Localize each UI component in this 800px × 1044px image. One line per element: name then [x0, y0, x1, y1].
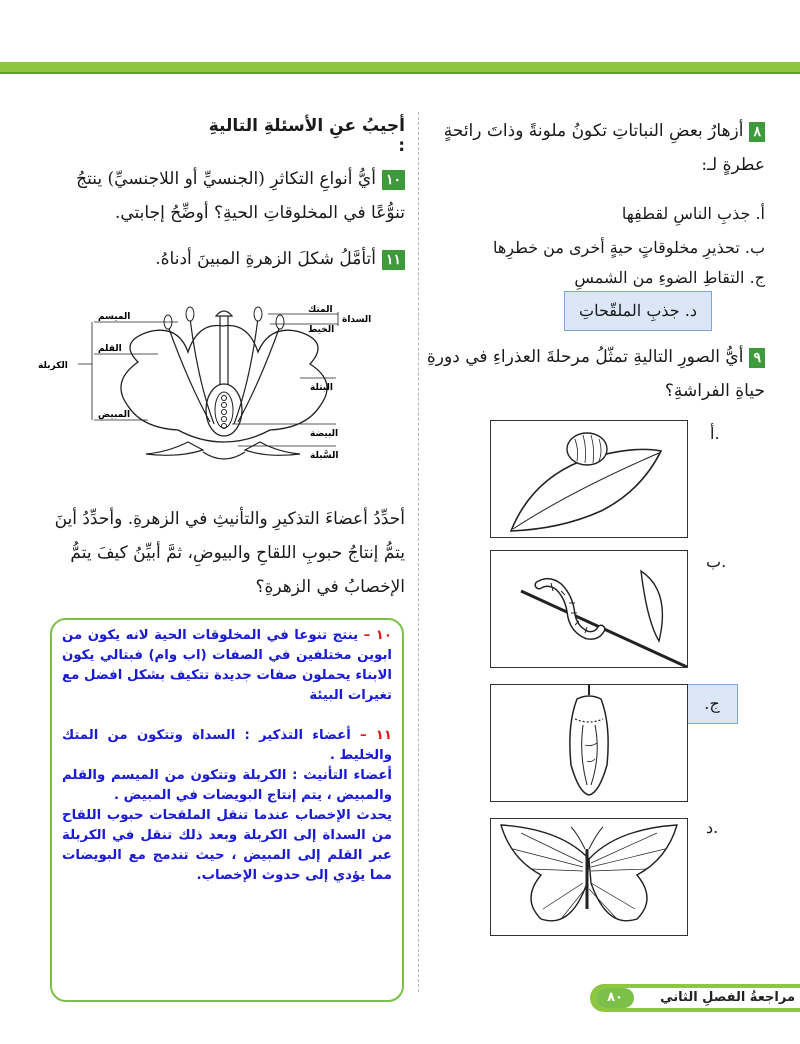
- answer-11-number: ١١ –: [359, 728, 392, 743]
- top-green-line: [0, 72, 800, 74]
- label-stamen: السداة: [342, 315, 372, 325]
- question-9-text: أيُّ الصورِ التاليةِ تمثّلُ مرحلةَ العذراءِ في دورةِ حياةِ الفراشةِ؟: [426, 347, 765, 401]
- label-sepal: السَّبلة: [310, 451, 339, 461]
- answer-10: [62, 626, 392, 706]
- question-number-9: ٩: [749, 348, 765, 368]
- label-ovule: البيضة: [310, 429, 339, 439]
- label-ovary: المبيض: [98, 410, 131, 420]
- q9-label-c-selected: ج.: [686, 684, 738, 724]
- q9-image-a-leaf-egg: [490, 420, 688, 538]
- flower-diagram: [38, 302, 398, 472]
- answer-11-line-2: أعضاء التأنيث : الكربلة وتتكون من الميسم والقلم والمبيض ، يتم إنتاج البويضات في المبيض .: [62, 768, 392, 803]
- answer-11-text-1: أعضاء التذكير : السداة وتتكون من المتك والخليط .: [62, 728, 392, 763]
- q9-label-a: أ.: [710, 424, 720, 443]
- q9-image-b-caterpillar: [490, 550, 688, 668]
- question-11-part-2: أحدِّدُ أعضاءَ التذكيرِ والتأنيثِ في الزهرةِ. وأحدِّدُ أينَ يتمُّ إنتاجُ حبوبِ اللقاحِ والبيوضِ، ثمَّ أبيِّنُ كيفَ يتمُّ الإخصابُ في الزهرةِ؟: [54, 509, 405, 597]
- top-green-bar: [0, 62, 800, 72]
- answer-11-line-1: [62, 726, 392, 766]
- label-anther: المتك: [308, 305, 333, 315]
- q9-label-d: د.: [706, 818, 719, 837]
- question-11-text: أتأمَّلُ شكلَ الزهرةِ المبينَ أدناهُ.: [155, 249, 376, 269]
- answer-10-text: ينتج تنوعا في المخلوقات الحية لانه يكون من ابوين مختلفين في الصفات (اب وام) فبتالي يكون الابناء يحملون صفات جديدة تتكيف بشكل افضل مع تغيرات البيئة: [62, 628, 392, 703]
- question-8-text: أزهارُ بعضِ النباتاتِ تكونُ ملونةً وذاتَ رائحةٍ عطرةٍ لـ:: [443, 121, 765, 175]
- answer-11-line-3: يحدث الإخصاب عندما تنقل الملقحات حبوب اللقاح من السداة إلى الكربلة وبعد ذلك تنقل في الكربلة عبر القلم إلى المبيض ، حيث تندمج مع البويضات مما يؤدي إلى حدوث الإخصاب.: [62, 808, 392, 883]
- q8-option-c: ج. التقاطِ الضوءِ من الشمسِ: [574, 268, 765, 287]
- question-10-text: أيُّ أنواعِ التكاثرِ (الجنسيِّ أو اللاجنسيِّ) ينتجُ تنوُّعًا في المخلوقاتِ الحيةِ؟ أوضِّحُ إجابتي.: [76, 169, 405, 223]
- question-8: [425, 114, 765, 182]
- page-number: ٨٠: [596, 988, 634, 1008]
- footer-chapter-title: مراجعةُ الفصلِ الثاني: [660, 990, 795, 1005]
- question-9: [425, 340, 765, 408]
- section-heading: أجيبُ عنِ الأسئلةِ التاليةِ :: [208, 116, 405, 156]
- question-number-11: ١١: [382, 250, 405, 270]
- q9-image-d-butterfly: [490, 818, 688, 936]
- question-number-8: ٨: [749, 122, 765, 142]
- q8-option-b: ب. تحذيرِ مخلوقاتٍ حيةٍ أخرى من خطرِها: [492, 238, 765, 257]
- label-stigma: الميسم: [98, 312, 131, 322]
- q9-image-c-chrysalis: [490, 684, 688, 802]
- answer-10-number: ١٠ –: [363, 628, 392, 643]
- label-filament: الخيط: [308, 325, 335, 335]
- q8-option-d-selected: د. جذبِ الملقّحاتِ: [564, 291, 712, 331]
- label-style: القلم: [98, 344, 122, 354]
- label-carpel: الكربلة: [38, 361, 68, 371]
- column-divider: [418, 112, 420, 992]
- question-10: [40, 162, 405, 230]
- question-number-10: ١٠: [382, 170, 405, 190]
- question-11: [40, 242, 405, 276]
- q8-option-a: أ. جذبِ الناسِ لقطفِها: [621, 204, 765, 223]
- label-petal: البتلة: [310, 383, 333, 393]
- q9-label-b: ب.: [706, 552, 727, 571]
- handwritten-answer-box: [50, 618, 404, 1002]
